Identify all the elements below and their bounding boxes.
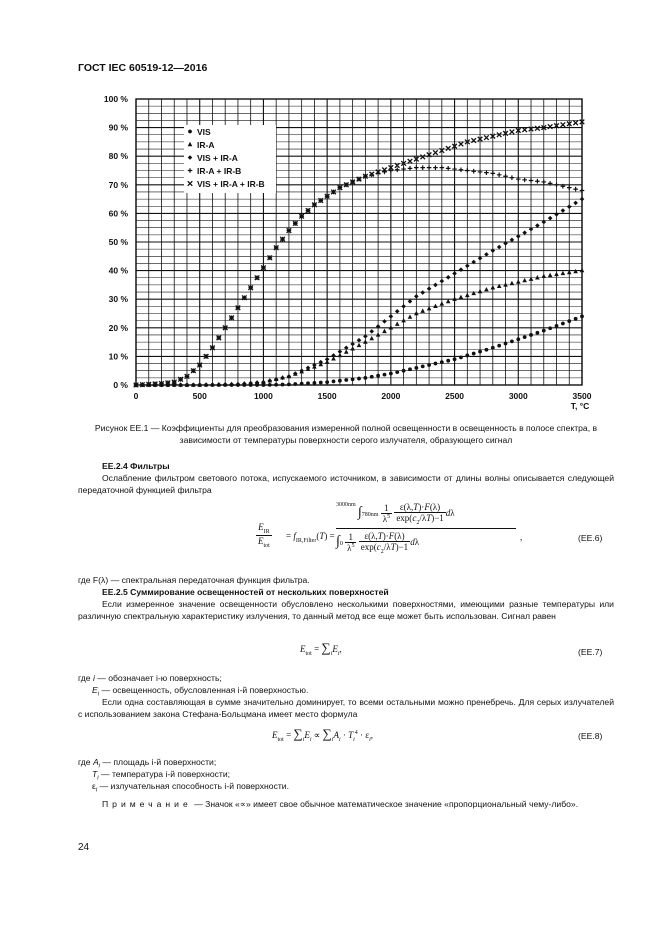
data-point-circle: [408, 367, 412, 371]
data-point-plus: [491, 171, 496, 176]
data-point-triangle: [503, 282, 508, 286]
filter-function-note: где F(λ) — спектральная передаточная функция фильтра.: [78, 575, 310, 585]
data-point-circle: [427, 363, 431, 367]
data-point-triangle: [357, 343, 362, 347]
data-point-diamond: [427, 286, 432, 291]
x-tick-label: 2000: [381, 391, 401, 401]
equation-ee6: $E_{IR}$ $E_{tot}$ = $f_{IR,Filter}(T)$ = $^{3000nm}$ ∫780nm $\frac{1}{\lambda^5}$ $\frac{\varepsilon(\lambda,T)\cdot F(\lambda)}{\exp(c_2/\lambda T)-1}$ dλ ∫0 $\frac{1}{\lambda^5}$ $\frac{\varepsilon(\lambda,T)\cdot F(\lambda)}{\exp(c_2/\lambda T)-1}$ dλ ,: [258, 501, 523, 555]
where-ei-text: — освещенность, обусловленная i-й поверхностью.: [101, 685, 309, 695]
data-point-circle: [446, 359, 450, 363]
data-point-circle: [465, 354, 469, 358]
data-point-cross: [446, 146, 451, 151]
data-point-circle: [357, 377, 361, 381]
data-point-circle: [434, 362, 438, 366]
data-point-triangle: [408, 314, 413, 318]
data-point-circle: [516, 337, 520, 341]
section-heading-summation: ЕЕ.2.5 Суммирование освещенностей от нескольких поверхностей: [102, 587, 389, 597]
filters-paragraph: Ослабление фильтром светового потока, испускаемого источником, в зависимости от длины волны описывается следующей передаточной функцией фильтра: [78, 473, 614, 495]
data-point-triangle: [522, 278, 527, 282]
y-tick-label: 100 %: [103, 94, 128, 104]
x-tick-label: 0: [133, 391, 139, 401]
legend-label: VIS: [197, 127, 211, 137]
data-point-circle: [332, 380, 336, 384]
data-point-cross: [510, 130, 515, 135]
data-point-plus: [420, 165, 425, 170]
equation-number-ee8: (ЕЕ.8): [578, 731, 603, 741]
data-point-triangle: [516, 279, 521, 283]
data-point-circle: [497, 344, 501, 348]
data-point-circle: [402, 369, 406, 373]
equation-number-ee6: (ЕЕ.6): [578, 533, 603, 543]
figure-caption: Рисунок ЕЕ.1 — Коэффициенты для преобразования измеренной полной освещенности в освещенность в полосе спектра, в зависимости от температуры поверхности серого излучателя, образующего сигнал: [94, 423, 598, 445]
where-ti-line: $T_i$ — температура i-й поверхности;: [92, 769, 231, 782]
y-tick-label: 30 %: [108, 294, 128, 305]
data-point-diamond: [440, 279, 445, 284]
data-point-plus: [471, 169, 476, 174]
legend-label: VIS + IR-A + IR-B: [197, 179, 265, 189]
data-point-cross: [548, 124, 553, 129]
data-point-circle: [478, 350, 482, 354]
data-point-diamond: [459, 267, 464, 272]
data-point-cross: [420, 155, 425, 160]
data-point-diamond: [382, 319, 387, 324]
legend-label: IR-A: [197, 140, 215, 150]
document-header: ГОСТ IEC 60519-12—2016: [78, 62, 208, 74]
data-point-cross: [484, 135, 489, 140]
data-point-diamond: [369, 329, 374, 334]
y-tick-label: 60 %: [108, 208, 128, 219]
data-point-circle: [548, 326, 552, 330]
eq6-lhs: $E_{IR}$ $E_{tot}$: [258, 522, 270, 549]
data-point-circle: [395, 370, 399, 374]
x-tick-label: 2500: [445, 391, 465, 401]
data-point-diamond: [331, 353, 336, 358]
data-point-diamond: [325, 357, 330, 362]
data-point-circle: [363, 376, 367, 380]
data-point-triangle: [510, 281, 515, 285]
data-point-diamond: [350, 342, 355, 347]
y-tick-label: 70 %: [108, 179, 128, 190]
data-point-plus: [440, 165, 445, 170]
data-point-diamond: [573, 201, 578, 206]
section-heading-filters: ЕЕ.2.4 Фильтры: [102, 461, 170, 471]
data-point-plus: [459, 167, 464, 172]
summation-paragraph: Если измеренное значение освещенности обусловлено несколькими поверхностями, имеющими разные температуры или различную спектральную характеристику излучения, то данный метод все еще может быть использован. Сигнал равен: [78, 599, 614, 621]
data-point-diamond: [452, 271, 457, 276]
data-point-triangle: [414, 311, 419, 315]
data-point-plus: [522, 177, 527, 182]
data-point-cross: [535, 126, 540, 131]
data-point-diamond: [580, 197, 585, 202]
data-point-diamond: [446, 275, 451, 280]
data-point-circle: [383, 373, 387, 377]
data-point-triangle: [401, 318, 406, 322]
data-point-circle: [274, 383, 278, 387]
data-point-circle: [459, 355, 463, 359]
equation-ee8: $E_{tot} = \sum_iE_i \propto \sum_iA_i \cdot T_i^4 \cdot \varepsilon_i$,: [272, 726, 373, 743]
data-point-diamond: [548, 216, 553, 221]
data-point-triangle: [535, 275, 540, 279]
data-point-plus: [529, 178, 534, 183]
data-point-triangle: [395, 322, 400, 326]
data-point-diamond: [522, 230, 527, 235]
data-point-circle: [453, 357, 457, 361]
where-i-line: где i — обозначает i-ю поверхность;: [78, 673, 222, 683]
data-point-diamond: [420, 290, 425, 295]
x-tick-label: 3500: [572, 391, 592, 401]
data-point-circle: [567, 319, 571, 323]
data-point-plus: [414, 165, 419, 170]
data-point-circle: [268, 383, 272, 387]
data-point-circle: [485, 348, 489, 352]
note-paragraph: [78, 798, 614, 810]
where-epsilon-line: $\varepsilon_i$ — излучательная способность i-й поверхности.: [92, 781, 289, 794]
data-point-plus: [408, 166, 413, 171]
equation-ee7: $E_{tot} = \sum_iE_i$,: [300, 640, 342, 657]
data-point-circle: [561, 322, 565, 326]
data-point-triangle: [497, 284, 502, 288]
data-point-plus: [446, 166, 451, 171]
data-point-circle: [313, 381, 317, 385]
data-point-diamond: [338, 349, 343, 354]
data-point-triangle: [433, 304, 438, 308]
data-point-cross: [561, 122, 566, 127]
data-point-plus: [484, 170, 489, 175]
data-point-cross: [408, 159, 413, 164]
eq6-rhs: $^{3000nm}$ ∫780nm $\frac{1}{\lambda^5}$ $\frac{\varepsilon(\lambda,T)\cdot F(\lambda)}{\exp(c_2/\lambda T)-1}$ dλ ∫0 $\frac{1}{\lambda^5}$ $\frac{\varepsilon(\lambda,T)\cdot F(\lambda)}{\exp(c_2/\lambda T)-1}$ dλ: [336, 502, 516, 555]
conversion-chart: [0, 0, 661, 420]
data-point-circle: [555, 324, 559, 328]
data-point-plus: [395, 167, 400, 172]
data-point-triangle: [529, 276, 534, 280]
x-tick-label: 3000: [508, 391, 528, 401]
data-point-circle: [376, 374, 380, 378]
legend-marker-circle: [188, 130, 192, 134]
data-point-plus: [465, 168, 470, 173]
legend-label: IR-A + IR-B: [197, 166, 242, 176]
data-point-triangle: [369, 336, 374, 340]
y-tick-label: 50 %: [108, 237, 128, 247]
page-number: 24: [78, 842, 90, 853]
data-point-circle: [580, 314, 584, 318]
data-point-diamond: [465, 264, 470, 269]
y-tick-label: 40 %: [108, 265, 128, 276]
data-point-diamond: [357, 338, 362, 343]
data-point-plus: [541, 180, 546, 185]
data-point-triangle: [459, 295, 464, 299]
data-point-triangle: [420, 308, 425, 312]
data-point-circle: [338, 379, 342, 383]
data-point-circle: [472, 352, 476, 356]
where-ti-text: — температура i-й поверхности;: [100, 769, 231, 779]
note-label: Примечание: [102, 799, 192, 809]
data-point-triangle: [376, 332, 381, 336]
data-point-triangle: [465, 293, 470, 297]
x-tick-label: 1500: [317, 391, 337, 401]
data-point-cross: [433, 150, 438, 155]
where-ai-line: где $A_i$ — площадь i-й поверхности;: [78, 757, 217, 770]
data-point-circle: [325, 380, 329, 384]
data-point-circle: [542, 329, 546, 333]
data-point-plus: [567, 185, 572, 190]
data-point-circle: [306, 381, 310, 385]
data-point-circle: [574, 317, 578, 321]
y-tick-label: 20 %: [108, 322, 128, 333]
data-point-circle: [389, 372, 393, 376]
data-point-circle: [523, 335, 527, 339]
data-point-plus: [510, 175, 515, 180]
data-point-circle: [351, 377, 355, 381]
equation-number-ee7: (ЕЕ.7): [578, 647, 603, 657]
data-point-diamond: [478, 256, 483, 261]
data-point-triangle: [561, 271, 566, 275]
data-point-triangle: [471, 291, 476, 295]
data-point-plus: [497, 172, 502, 177]
data-point-circle: [414, 366, 418, 370]
data-point-diamond: [554, 212, 559, 217]
note-text: — Значок «∝» имеет свое обычное математическое значение «пропорциональный чему-либо».: [194, 799, 579, 809]
data-point-diamond: [414, 294, 419, 299]
data-point-plus: [433, 165, 438, 170]
data-point-cross: [395, 163, 400, 168]
data-point-circle: [300, 382, 304, 386]
where-ai-text: — площадь i-й поверхности;: [102, 757, 217, 767]
data-point-triangle: [491, 285, 496, 289]
where-epsilon-text: — излучательная способность i-й поверхности.: [99, 781, 289, 791]
data-point-diamond: [306, 366, 311, 371]
data-point-circle: [536, 331, 540, 335]
data-point-triangle: [427, 306, 432, 310]
where-ei-line: $E_i$ — освещенность, обусловленная i-й поверхностью.: [92, 685, 309, 698]
data-point-circle: [440, 360, 444, 364]
data-point-triangle: [554, 272, 559, 276]
data-point-circle: [293, 382, 297, 386]
data-point-circle: [504, 342, 508, 346]
data-point-diamond: [535, 223, 540, 228]
dominance-paragraph: Если одна составляющая в сумме значительно доминирует, то всеми остальными можно пренебречь. Для серых излучателей с использованием закона Стефана-Больцмана имеет место формула: [78, 697, 614, 719]
y-tick-label: 90 %: [108, 122, 128, 133]
y-tick-label: 80 %: [108, 151, 128, 162]
data-point-circle: [421, 365, 425, 369]
data-point-triangle: [484, 287, 489, 291]
data-point-circle: [319, 381, 323, 385]
legend-label: VIS + IR-A: [197, 153, 238, 163]
y-tick-label: 0 %: [113, 380, 128, 390]
data-point-plus: [554, 183, 559, 188]
data-point-diamond: [561, 208, 566, 213]
y-tick-label: 10 %: [108, 351, 128, 362]
data-point-triangle: [548, 273, 553, 277]
data-point-cross: [459, 142, 464, 147]
data-point-diamond: [395, 309, 400, 314]
data-point-diamond: [484, 252, 489, 257]
data-point-circle: [281, 383, 285, 387]
data-point-diamond: [401, 304, 406, 309]
data-point-triangle: [350, 346, 355, 350]
data-point-triangle: [541, 274, 546, 278]
data-point-plus: [573, 187, 578, 192]
data-point-diamond: [567, 204, 572, 209]
data-point-circle: [287, 383, 291, 387]
data-point-triangle: [440, 301, 445, 305]
data-point-diamond: [497, 245, 502, 250]
data-point-diamond: [433, 283, 438, 288]
data-point-circle: [529, 333, 533, 337]
data-point-circle: [491, 346, 495, 350]
data-point-circle: [370, 375, 374, 379]
data-point-triangle: [363, 339, 368, 343]
data-point-plus: [427, 165, 432, 170]
x-axis-unit-label: T, °C: [570, 401, 590, 411]
x-tick-label: 1000: [253, 391, 273, 401]
data-point-triangle: [382, 329, 387, 333]
data-point-cross: [573, 121, 578, 126]
data-point-diamond: [389, 314, 394, 319]
data-point-circle: [510, 339, 514, 343]
data-point-circle: [344, 378, 348, 382]
data-point-plus: [535, 179, 540, 184]
where-i-text: — обозначает i-ю поверхность;: [97, 673, 222, 683]
data-point-triangle: [478, 289, 483, 293]
x-tick-label: 500: [192, 391, 207, 401]
